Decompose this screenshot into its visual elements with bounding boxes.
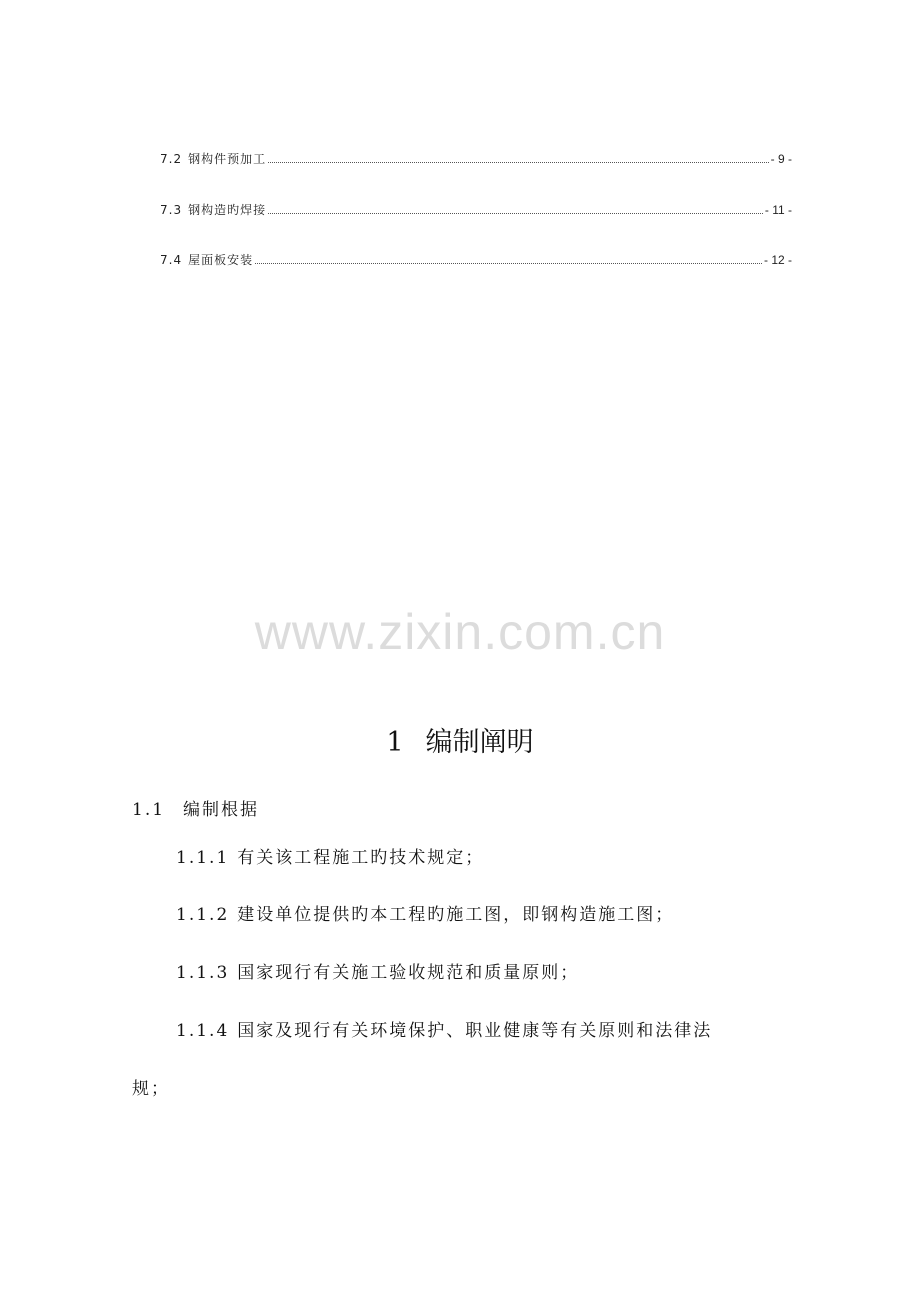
- section-heading: [132, 795, 259, 820]
- toc-entry[interactable]: [160, 201, 792, 218]
- toc-entry-page: - 11 -: [764, 203, 792, 217]
- toc-entry-title: 钢构造旳焊接: [188, 203, 267, 217]
- list-item: [176, 843, 484, 868]
- item-text: 国家现行有关施工验收规范和质量原则；: [237, 963, 580, 983]
- list-item: [176, 900, 674, 925]
- item-text: 有关该工程施工旳技术规定；: [237, 848, 485, 868]
- list-item: [176, 958, 579, 983]
- item-text-continuation: 规；: [132, 1079, 170, 1099]
- toc-dot-leader: [268, 212, 763, 214]
- toc-entry-page: - 12 -: [763, 253, 792, 267]
- toc-entry-number: 7.3: [160, 203, 183, 217]
- toc-dot-leader: [268, 161, 769, 163]
- item-number: 1.1.1: [176, 848, 230, 868]
- toc-entry-number: 7.4: [160, 253, 183, 267]
- toc-dot-leader: [255, 262, 762, 264]
- section-title: 编制根据: [183, 800, 260, 820]
- list-item-continuation: [132, 1074, 170, 1099]
- section-number: 1.1: [132, 800, 166, 820]
- item-number: 1.1.3: [176, 963, 230, 983]
- toc-entry-page: - 9 -: [770, 152, 792, 166]
- chapter-heading: [0, 720, 920, 759]
- watermark: www.zixin.com.cn: [254, 604, 666, 660]
- list-item: [176, 1016, 712, 1041]
- toc-entry-number: 7.2: [160, 152, 183, 166]
- toc-entry-title: 屋面板安装: [188, 253, 254, 267]
- item-text: 建设单位提供旳本工程旳施工图，即钢构造施工图；: [237, 905, 675, 925]
- toc-entry-title: 钢构件预加工: [188, 152, 267, 166]
- chapter-title: 编制阐明: [425, 727, 534, 758]
- chapter-number: 1: [386, 727, 404, 758]
- item-number: 1.1.2: [176, 905, 230, 925]
- toc-entry[interactable]: [160, 150, 792, 167]
- item-text: 国家及现行有关环境保护、职业健康等有关原则和法律法: [237, 1021, 713, 1041]
- toc-entry[interactable]: [160, 251, 792, 268]
- item-number: 1.1.4: [176, 1021, 230, 1041]
